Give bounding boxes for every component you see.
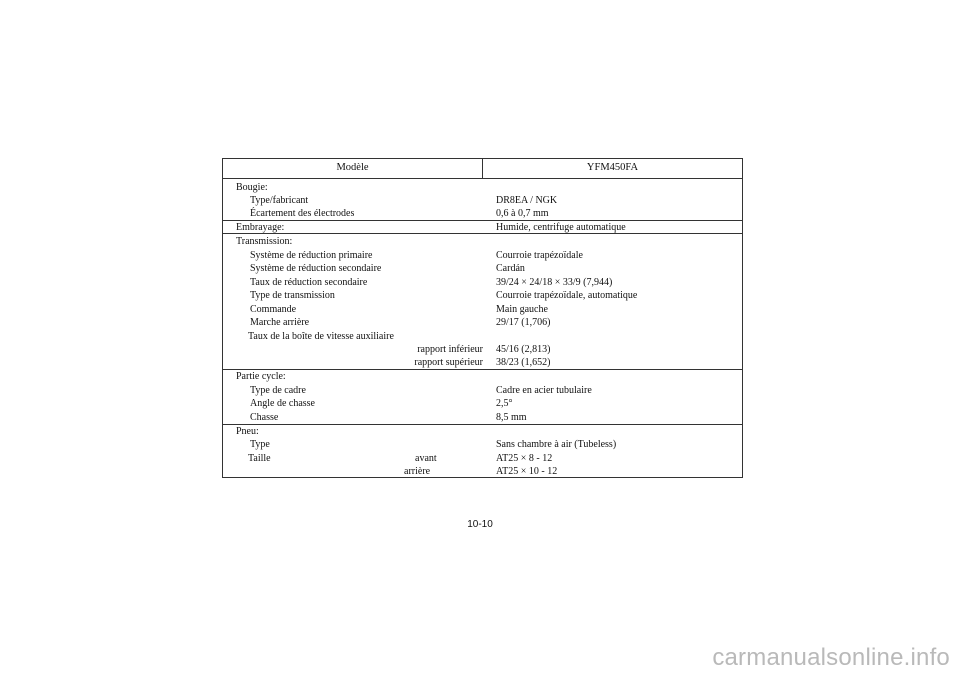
transmission-high-value: 38/23 (1,652) <box>496 357 551 368</box>
transmission-reverse-label: Marche arrière <box>250 317 310 328</box>
tire-front-value: AT25 × 8 - 12 <box>496 453 553 464</box>
tire-type-value: Sans chambre à air (Tubeless) <box>496 439 617 450</box>
row-divider <box>223 369 742 370</box>
section-bougie-title: Bougie: <box>236 182 268 193</box>
tire-rear-label: arrière <box>404 466 431 477</box>
section-partie-cycle-title: Partie cycle: <box>236 371 286 382</box>
trail-label: Chasse <box>250 412 279 423</box>
transmission-secondary-value: Cardán <box>496 263 525 274</box>
embrayage-label: Embrayage: <box>236 222 285 233</box>
transmission-command-value: Main gauche <box>496 304 548 315</box>
caster-angle-label: Angle de chasse <box>250 398 315 409</box>
page-number: 10-10 <box>467 519 493 530</box>
tire-type-label: Type <box>250 439 270 450</box>
section-transmission-title: Transmission: <box>236 236 293 247</box>
transmission-type-label: Type de transmission <box>250 290 335 301</box>
trail-value: 8,5 mm <box>496 412 527 423</box>
transmission-high-label: rapport supérieur <box>414 357 483 368</box>
bougie-type-label: Type/fabricant <box>250 195 309 206</box>
header-model-label: Modèle <box>336 162 369 173</box>
frame-type-value: Cadre en acier tubulaire <box>496 385 592 396</box>
embrayage-value: Humide, centrifuge automatique <box>496 222 626 233</box>
row-divider <box>223 424 742 425</box>
transmission-command-label: Commande <box>250 304 297 315</box>
transmission-low-value: 45/16 (2,813) <box>496 344 551 355</box>
transmission-ratio-label: Taux de réduction secondaire <box>250 277 368 288</box>
bougie-type-value: DR8EA / NGK <box>496 195 558 206</box>
transmission-ratio-value: 39/24 × 24/18 × 33/9 (7,944) <box>496 277 613 288</box>
tire-size-label: Taille <box>248 453 271 464</box>
header-model-value: YFM450FA <box>586 162 639 173</box>
section-pneu-title: Pneu: <box>236 426 259 437</box>
transmission-secondary-label: Système de réduction secondaire <box>250 263 382 274</box>
transmission-reverse-value: 29/17 (1,706) <box>496 317 551 328</box>
caster-angle-value: 2,5° <box>496 398 513 409</box>
row-divider <box>223 220 742 221</box>
transmission-primary-label: Système de réduction primaire <box>250 250 373 261</box>
spec-table <box>222 158 743 478</box>
transmission-aux-label: Taux de la boîte de vitesse auxiliaire <box>248 331 394 342</box>
transmission-type-value: Courroie trapézoïdale, automatique <box>496 290 638 301</box>
bougie-gap-label: Écartement des électrodes <box>250 208 355 219</box>
frame-type-label: Type de cadre <box>250 385 306 396</box>
tire-rear-value: AT25 × 10 - 12 <box>496 466 558 477</box>
transmission-primary-value: Courroie trapézoïdale <box>496 250 583 261</box>
bougie-gap-value: 0,6 à 0,7 mm <box>496 208 549 219</box>
tire-front-label: avant <box>415 453 437 464</box>
row-divider <box>223 233 742 234</box>
watermark: carmanualsonline.info <box>712 644 950 671</box>
transmission-low-label: rapport inférieur <box>417 344 483 355</box>
row-divider <box>223 178 742 179</box>
